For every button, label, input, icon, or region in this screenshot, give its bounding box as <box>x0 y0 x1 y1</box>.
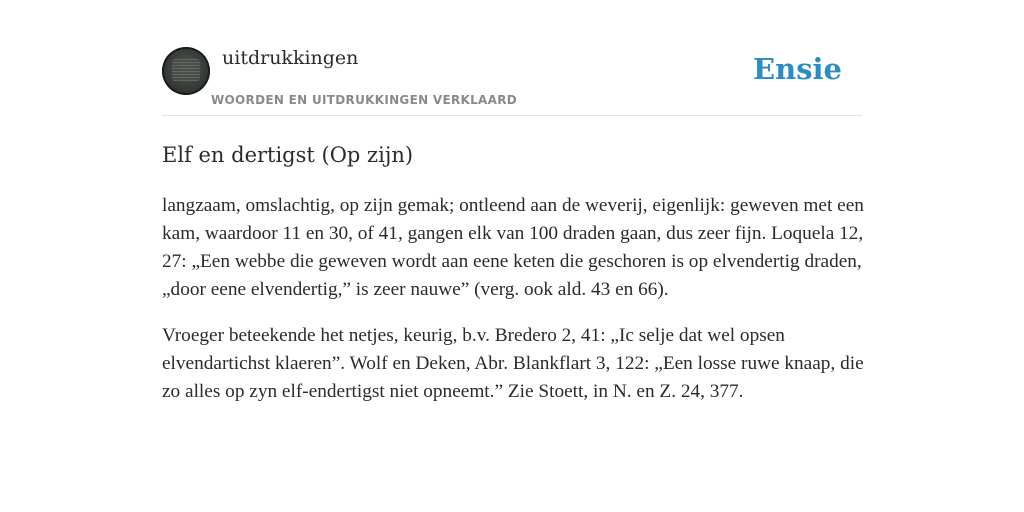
brand-logo[interactable]: Ensie <box>753 52 842 86</box>
entry-body <box>162 192 866 424</box>
site-tagline: WOORDEN EN UITDRUKKINGEN VERKLAARD <box>211 93 518 107</box>
site-avatar[interactable] <box>162 47 210 95</box>
entry-paragraph: Vroeger beteekende het netjes, keurig, b.v. Bredero 2, 41: „Ic selje dat wel opsen elvendartichst klaeren”. Wolf en Deken, Abr. Blankflart 3, 122: „Een losse ruwe knaap, die zo alles op zyn elf-endertigst niet opneemt.” Zie Stoett, in N. en Z. 24, 377. <box>162 325 864 402</box>
site-name-link[interactable]: uitdrukkingen <box>222 47 359 69</box>
entry-title: Elf en dertigst (Op zijn) <box>162 143 414 167</box>
entry-card <box>162 0 862 512</box>
book-cover-icon <box>172 59 200 81</box>
entry-paragraph: langzaam, omslachtig, op zijn gemak; ontleend aan de weverij, eigenlijk: geweven met een kam, waardoor 11 en 30, of 41, gangen elk van 100 draden gaan, dus zeer fijn. Loquela 12, 27: „Een webbe die geweven wordt aan eene keten die geschoren is op elvendertig draden, „door eene elvendertig,” is zeer nauwe” (verg. ook ald. 43 en 66). <box>162 195 864 300</box>
site-header <box>162 0 862 116</box>
